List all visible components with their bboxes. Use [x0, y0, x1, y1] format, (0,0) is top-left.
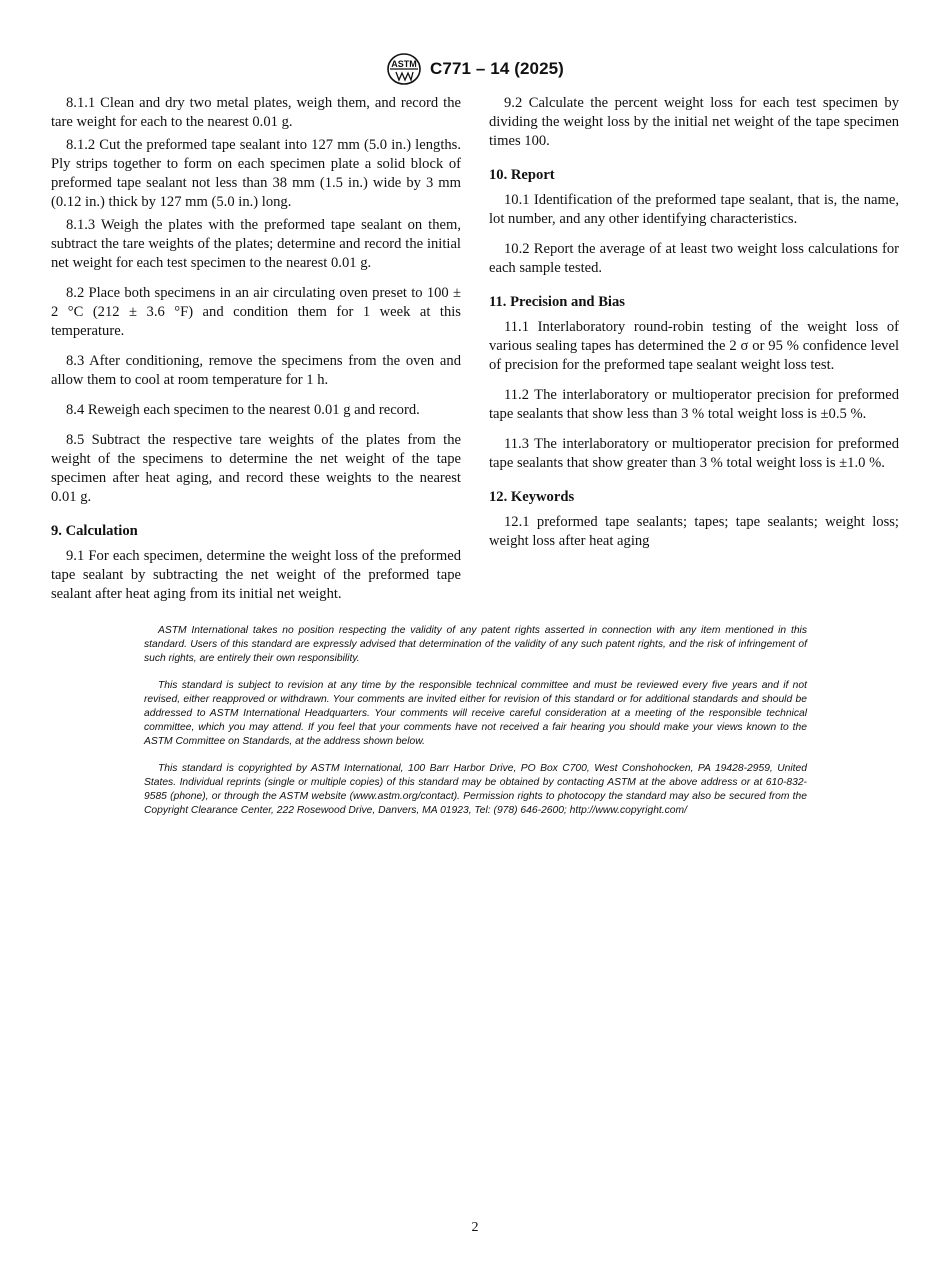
paragraph-11-1: 11.1 Interlaboratory round-robin testing of the weight loss of various sealing tapes has determined the 2 σ or 95 % confidence level of precision for the preformed tape sealant weight loss test.	[489, 319, 899, 373]
paragraph-11-3: 11.3 The interlaboratory or multioperator precision for preformed tape sealants that show greater than 3 % total weight loss is ±1.0 %.	[489, 436, 899, 471]
document-designation: C771 – 14 (2025)	[430, 59, 564, 78]
paragraph-10-2: 10.2 Report the average of at least two weight loss calculations for each sample tested.	[489, 241, 899, 276]
paragraph-8-3: 8.3 After conditioning, remove the specimens from the oven and allow them to cool at room temperature for 1 h.	[51, 353, 461, 388]
left-column	[51, 94, 461, 608]
patent-notice: ASTM International takes no position respecting the validity of any patent rights asserted in connection with any item mentioned in this standard. Users of this standard are expressly advised that determination of the validity of any such patent rights, and the risk of infringement of such rights, are entirely their own responsibility.	[144, 625, 807, 664]
revision-notice: This standard is subject to revision at any time by the responsible technical committee and must be reviewed every five years and if not revised, either reapproved or withdrawn. Your comments are invited either for revision of this standard or for additional standards and should be addressed to ASTM International Headquarters. Your comments will receive careful consideration at a meeting of the responsible technical committee, which you may attend. If you feel that your comments have not received a fair hearing you should make your views known to the ASTM Committee on Standards, at the address shown below.	[144, 680, 807, 747]
paragraph-8-1-2: 8.1.2 Cut the preformed tape sealant into 127 mm (5.0 in.) lengths. Ply strips together to form on each specimen plate a solid block of preformed tape sealant not less than 38 mm (1.5 in.) wide by 3 mm (0.12 in.) thick by 127 mm (5.0 in.) long.	[51, 137, 461, 210]
logo-text: ASTM	[391, 59, 417, 69]
astm-logo-icon	[386, 52, 422, 86]
paragraph-8-1-1: 8.1.1 Clean and dry two metal plates, weigh them, and record the tare weight for each to the nearest 0.01 g.	[51, 95, 461, 130]
copyright-notice: This standard is copyrighted by ASTM International, 100 Barr Harbor Drive, PO Box C700, West Conshohocken, PA 19428-2959, United States. Individual reprints (single or multiple copies) of this standard may be obtained by contacting ASTM at the above address or at 610-832-9585 (phone), or through the ASTM website (www.astm.org/contact). Permission rights to photocopy the standard may also be secured from the Copyright Clearance Center, 222 Rosewood Drive, Danvers, MA 01923, Tel: (978) 646-2600; http://www.copyright.com/	[144, 763, 807, 816]
paragraph-10-1: 10.1 Identification of the preformed tape sealant, that is, the name, lot number, and any other identifying characteristics.	[489, 192, 899, 227]
paragraph-9-2: 9.2 Calculate the percent weight loss for each test specimen by dividing the weight loss by the initial net weight of the tape specimen times 100.	[489, 95, 899, 149]
section-heading-10: 10. Report	[489, 167, 555, 183]
right-column	[489, 94, 899, 555]
paragraph-11-2: 11.2 The interlaboratory or multioperator precision for preformed tape sealants that show less than 3 % total weight loss is ±0.5 %.	[489, 387, 899, 422]
paragraph-8-4: 8.4 Reweigh each specimen to the nearest 0.01 g and record.	[66, 402, 420, 418]
legal-notices	[144, 624, 807, 831]
paragraph-8-2: 8.2 Place both specimens in an air circulating oven preset to 100 ± 2 °C (212 ± 3.6 °F) and condition them for 1 week at this temperature.	[51, 285, 461, 339]
paragraph-12-1: 12.1 preformed tape sealants; tapes; tape sealants; weight loss; weight loss after heat aging	[489, 514, 899, 549]
paragraph-9-1: 9.1 For each specimen, determine the weight loss of the preformed tape sealant by subtracting the net weight of the preformed tape sealant after heat aging from its initial net weight.	[51, 548, 461, 602]
section-heading-9: 9. Calculation	[51, 523, 138, 539]
section-heading-12: 12. Keywords	[489, 489, 575, 505]
page-header	[0, 52, 950, 86]
page-number: 2	[471, 1220, 479, 1235]
paragraph-8-5: 8.5 Subtract the respective tare weights of the plates from the weight of the specimens to determine the net weight of the tape specimen after heat aging, and record these weights to the nearest 0.01 g.	[51, 432, 461, 505]
paragraph-8-1-3: 8.1.3 Weigh the plates with the preformed tape sealant on them, subtract the tare weights of the plates; determine and record the initial net weight for each test specimen to the nearest 0.01 g.	[51, 217, 461, 271]
section-heading-11: 11. Precision and Bias	[489, 294, 625, 310]
